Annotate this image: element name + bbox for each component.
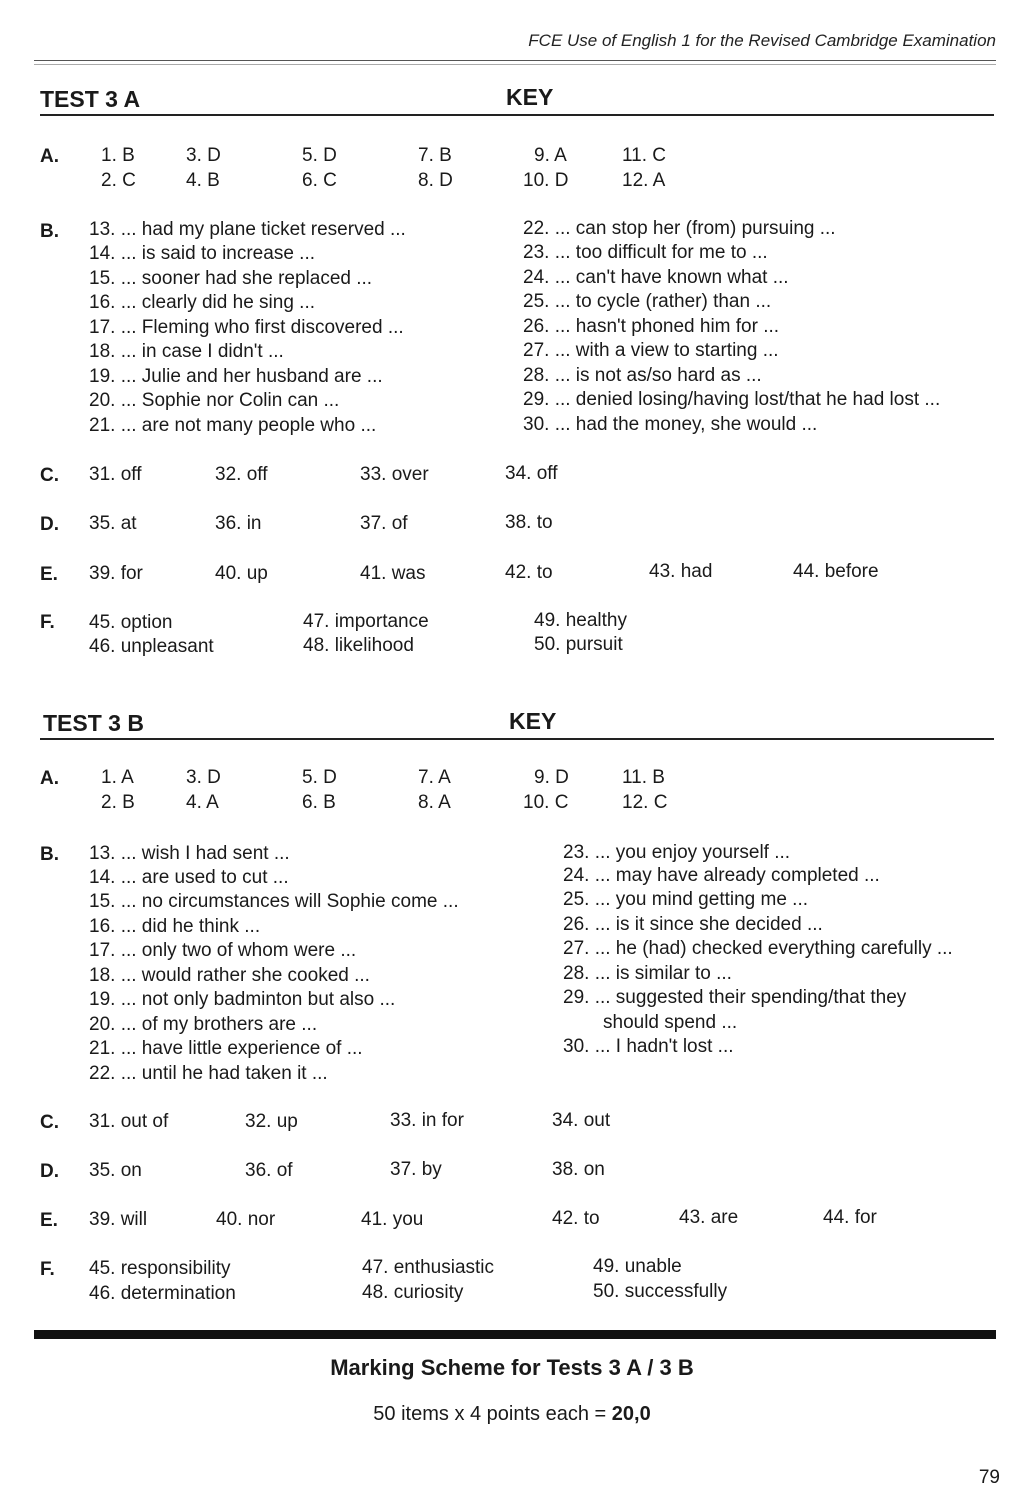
test-a-rule	[40, 114, 994, 116]
answer-item: 41. was	[360, 563, 426, 584]
answer-item: 47. importance	[303, 611, 429, 632]
test-a-section-e-letter: E.	[40, 564, 58, 585]
answer-item: 40. nor	[216, 1209, 276, 1230]
answer-item: 6. C	[302, 170, 337, 191]
test-b-section-a-letter: A.	[40, 768, 59, 789]
answer-item: 37. by	[390, 1159, 442, 1180]
answer-item: 12. A	[622, 170, 666, 191]
answer-item: 44. for	[823, 1207, 877, 1228]
book-title: FCE Use of English 1 for the Revised Cambridge Examination	[528, 31, 996, 50]
answer-item: 11. C	[622, 145, 667, 166]
answer-item: 17. ... only two of whom were ...	[89, 940, 357, 961]
answer-item: 13. ... had my plane ticket reserved ...	[89, 219, 406, 240]
answer-item: 23. ... too difficult for me to ...	[523, 242, 768, 263]
answer-item: 48. curiosity	[362, 1282, 464, 1303]
answer-item: 31. off	[89, 464, 142, 485]
answer-item: 15. ... no circumstances will Sophie come ...	[89, 891, 459, 912]
answer-item: 4. A	[186, 792, 219, 813]
answer-item: 2. B	[101, 792, 135, 813]
marking-scheme-formula	[0, 1403, 1024, 1426]
answer-item: 9. D	[534, 767, 569, 788]
answer-item: 38. to	[505, 512, 553, 533]
answer-item: 21. ... are not many people who ...	[89, 415, 377, 436]
answer-item: 28. ... is similar to ...	[563, 963, 732, 984]
answer-item: 25. ... to cycle (rather) than ...	[523, 291, 772, 312]
answer-item: 25. ... you mind getting me ...	[563, 889, 809, 910]
answer-item: 46. unpleasant	[89, 636, 214, 657]
marking-formula-text: 50 items x 4 points each =	[373, 1403, 612, 1425]
answer-item: 24. ... may have already completed ...	[563, 865, 880, 886]
answer-item: 49. healthy	[534, 610, 627, 631]
answer-item: 6. B	[302, 792, 336, 813]
answer-item: 35. on	[89, 1160, 142, 1181]
answer-item: 13. ... wish I had sent ...	[89, 843, 290, 864]
test-b-section-b-letter: B.	[40, 844, 59, 865]
answer-item: 35. at	[89, 513, 137, 534]
marking-total: 20,0	[611, 1403, 651, 1425]
answer-item: 15. ... sooner had she replaced ...	[89, 268, 373, 289]
test-a-key-label: KEY	[506, 84, 554, 110]
answer-item: 38. on	[552, 1159, 605, 1180]
answer-item: 36. in	[215, 513, 262, 534]
answer-item: 29. ... denied losing/having lost/that he had lost ...	[523, 389, 941, 410]
answer-item: 18. ... would rather she cooked ...	[89, 965, 370, 986]
test-b-section-f-letter: F.	[40, 1259, 55, 1280]
answer-item: 36. of	[245, 1160, 293, 1181]
answer-item: 5. D	[302, 767, 337, 788]
answer-item: 3. D	[186, 145, 221, 166]
test-b-key-label: KEY	[509, 708, 557, 734]
test-a-section-c-letter: C.	[40, 465, 59, 486]
answer-item: 8. D	[418, 170, 453, 191]
answer-item: 21. ... have little experience of ...	[89, 1038, 363, 1059]
header-rule	[34, 60, 996, 61]
answer-item: 33. in for	[390, 1110, 464, 1131]
answer-item: 44. before	[793, 561, 879, 582]
answer-item: 47. enthusiastic	[362, 1257, 495, 1278]
answer-item: 24. ... can't have known what ...	[523, 267, 789, 288]
answer-item: 32. off	[215, 464, 268, 485]
test-b-section-c-letter: C.	[40, 1112, 59, 1133]
answer-item: 23. ... you enjoy yourself ...	[563, 842, 791, 863]
answer-item: 1. B	[101, 145, 135, 166]
answer-item: 7. B	[418, 145, 452, 166]
test-a-section-d-letter: D.	[40, 514, 59, 535]
answer-item: 10. D	[523, 170, 569, 191]
answer-item: 40. up	[215, 563, 268, 584]
answer-item: 45. responsibility	[89, 1258, 231, 1279]
answer-item: 16. ... did he think ...	[89, 916, 261, 937]
answer-item: 17. ... Fleming who first discovered ...	[89, 317, 404, 338]
answer-item: 16. ... clearly did he sing ...	[89, 292, 316, 313]
answer-item: 9. A	[534, 145, 567, 166]
answer-item: 1. A	[101, 767, 134, 788]
test-b-title: TEST 3 B	[43, 710, 144, 736]
page-number: 79	[978, 1467, 1000, 1488]
answer-item: 18. ... in case I didn't ...	[89, 341, 284, 362]
section-divider-bar	[34, 1330, 996, 1339]
answer-item: 50. pursuit	[534, 634, 623, 655]
answer-item: 42. to	[505, 562, 553, 583]
answer-item: 19. ... Julie and her husband are ...	[89, 366, 383, 387]
test-a-section-f-letter: F.	[40, 612, 55, 633]
answer-item: 10. C	[523, 792, 569, 813]
answer-item: 20. ... of my brothers are ...	[89, 1014, 318, 1035]
answer-item: 49. unable	[593, 1256, 682, 1277]
answer-item: 11. B	[622, 767, 665, 788]
answer-item: 39. for	[89, 563, 143, 584]
answer-item: 5. D	[302, 145, 337, 166]
answer-item: 30. ... had the money, she would ...	[523, 414, 818, 435]
answer-item: 42. to	[552, 1208, 600, 1229]
answer-item: 39. will	[89, 1209, 148, 1230]
answer-item: 14. ... are used to cut ...	[89, 867, 289, 888]
answer-item: 27. ... he (had) checked everything carefully ...	[563, 938, 953, 959]
answer-item: 45. option	[89, 612, 173, 633]
answer-item: 43. are	[679, 1207, 739, 1228]
answer-item: 30. ... I hadn't lost ...	[563, 1036, 734, 1057]
answer-item: 34. out	[552, 1110, 611, 1131]
answer-item: 2. C	[101, 170, 136, 191]
answer-item: 29. ... suggested their spending/that they	[563, 987, 907, 1008]
answer-item: 19. ... not only badminton but also ...	[89, 989, 396, 1010]
header-rule-secondary	[34, 64, 996, 65]
answer-item-continuation: should spend ...	[603, 1012, 738, 1033]
answer-item: 7. A	[418, 767, 451, 788]
answer-item: 26. ... hasn't phoned him for ...	[523, 316, 780, 337]
answer-item: 27. ... with a view to starting ...	[523, 340, 779, 361]
answer-item: 12. C	[622, 792, 668, 813]
answer-item: 8. A	[418, 792, 451, 813]
answer-item: 37. of	[360, 513, 408, 534]
answer-item: 4. B	[186, 170, 220, 191]
test-b-rule	[40, 738, 994, 740]
test-a-title: TEST 3 A	[40, 86, 141, 112]
answer-item: 46. determination	[89, 1283, 236, 1304]
test-a-section-a-letter: A.	[40, 146, 59, 167]
answer-item: 28. ... is not as/so hard as ...	[523, 365, 762, 386]
answer-item: 3. D	[186, 767, 221, 788]
answer-item: 14. ... is said to increase ...	[89, 243, 315, 264]
answer-item: 34. off	[505, 463, 558, 484]
answer-item: 48. likelihood	[303, 635, 414, 656]
marking-scheme-title: Marking Scheme for Tests 3 A / 3 B	[330, 1355, 694, 1380]
test-b-section-e-letter: E.	[40, 1210, 58, 1231]
answer-item: 26. ... is it since she decided ...	[563, 914, 823, 935]
answer-item: 43. had	[649, 561, 713, 582]
answer-item: 32. up	[245, 1111, 298, 1132]
test-a-section-b-letter: B.	[40, 221, 59, 242]
test-b-section-d-letter: D.	[40, 1161, 59, 1182]
answer-item: 41. you	[361, 1209, 424, 1230]
answer-item: 22. ... can stop her (from) pursuing ...	[523, 218, 836, 239]
answer-item: 22. ... until he had taken it ...	[89, 1063, 328, 1084]
answer-item: 31. out of	[89, 1111, 169, 1132]
answer-item: 50. successfully	[593, 1281, 728, 1302]
answer-item: 20. ... Sophie nor Colin can ...	[89, 390, 340, 411]
answer-item: 33. over	[360, 464, 429, 485]
